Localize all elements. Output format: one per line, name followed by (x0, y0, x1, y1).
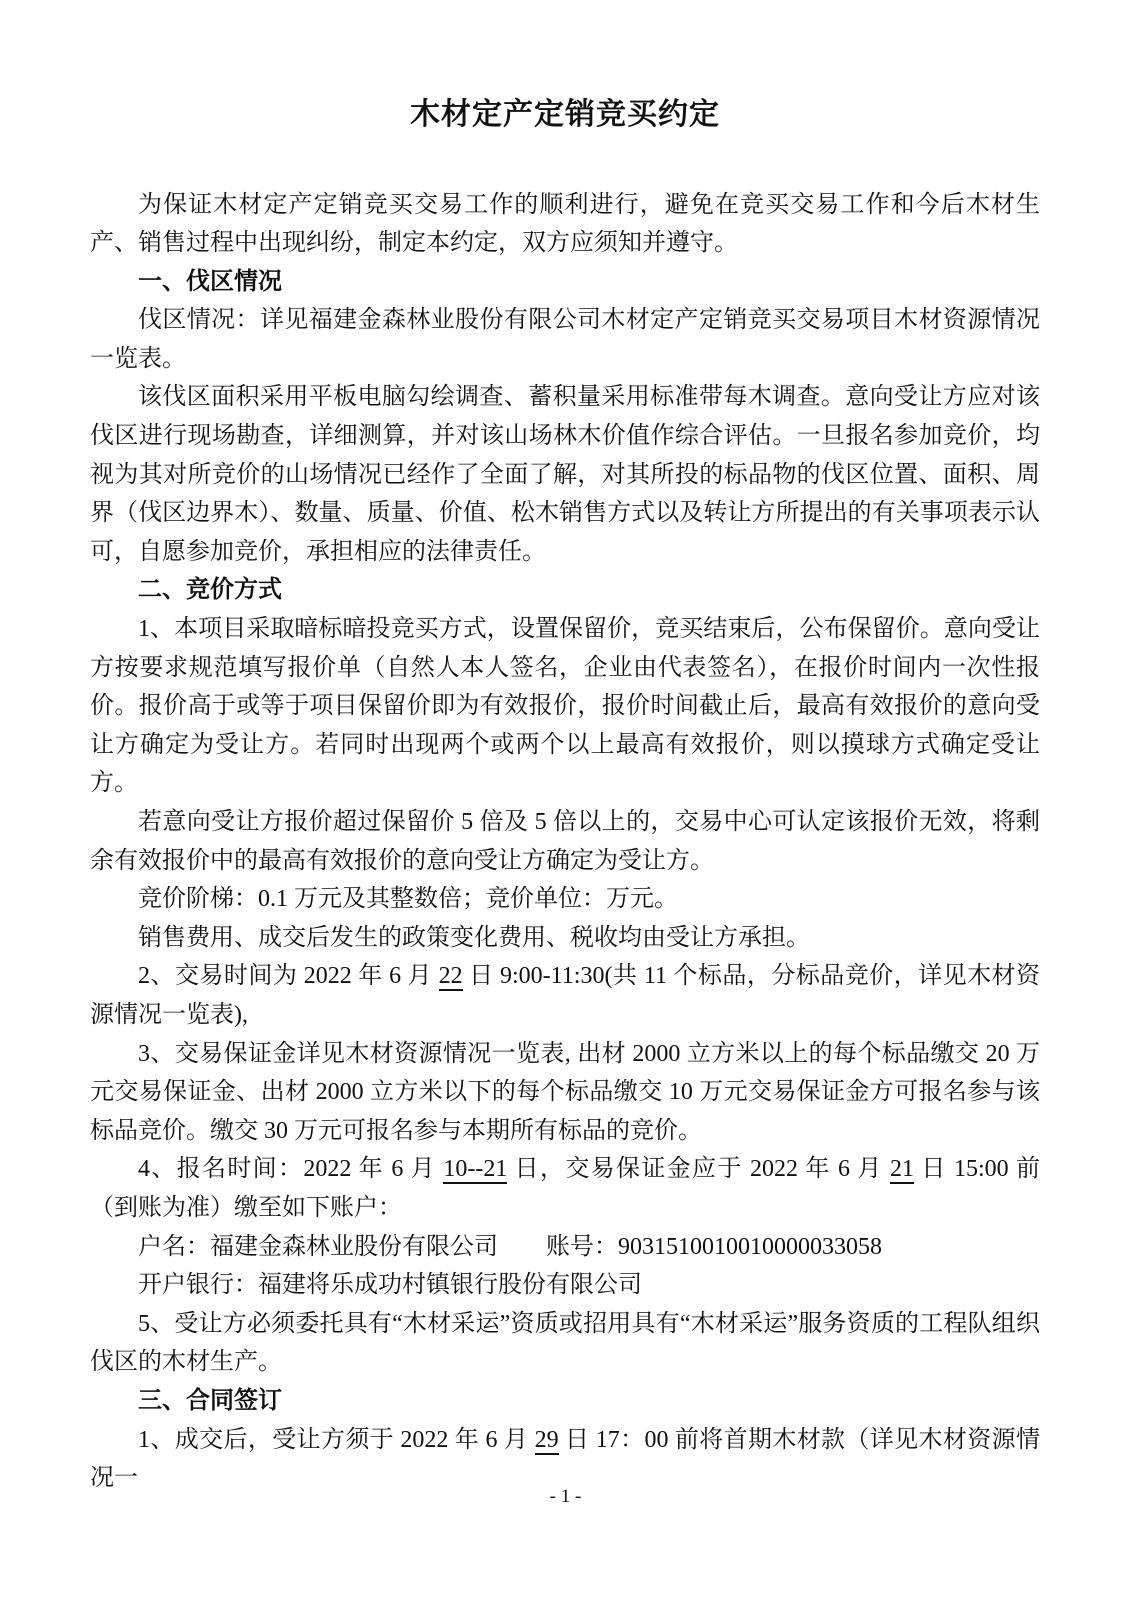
section-heading (90, 571, 1040, 610)
section-heading (90, 263, 1040, 302)
text-segment: 5、受让方必须委托具有“木材采运”资质或招用具有“木材采运”服务资质的工程队组织伐区的木材生产。 (90, 1310, 1040, 1376)
text-segment: 伐区情况：详见福建金森林业股份有限公司木材定产定销竞买交易项目木材资源情况一览表。 (90, 307, 1040, 372)
text-segment: 户名：福建金森林业股份有限公司 账号：9031510010010000033058 (138, 1233, 882, 1260)
document-body (90, 186, 1040, 1498)
text-segment: 4、报名时间：2022 年 6 月 (138, 1156, 444, 1183)
text-segment: 销售费用、成交后发生的政策变化费用、税收均由受让方承担。 (138, 924, 810, 951)
paragraph (90, 378, 1040, 571)
text-segment: 2、交易时间为 2022 年 6 月 (138, 963, 439, 990)
text-segment: 日 9:00-11:30(共 11 个标品，分标品竞价，详见木材资源情况一览表), (90, 963, 1041, 1028)
paragraph (90, 1228, 1040, 1267)
text-segment: 开户银行：福建将乐成功村镇银行股份有限公司 (138, 1272, 642, 1299)
paragraph (90, 186, 1040, 263)
text-segment: 日 15:00 前（到账为准）缴至如下账户： (90, 1156, 1041, 1221)
underlined-text-segment: 22 (438, 963, 463, 990)
page-number: - 1 - (549, 1486, 582, 1507)
paragraph (90, 880, 1040, 919)
text-segment: 二、竞价方式 (138, 576, 282, 604)
text-segment: 三、合同签订 (138, 1386, 282, 1414)
text-segment: 该伐区面积采用平板电脑勾绘调查、蓄积量采用标准带每木调查。意向受让方应对该伐区进行现场勘查，详细测算，并对该山场林木价值作综合评估。一旦报名参加竞价，均视为其对所竞价的山场情况已经作了全面了解，对其所投的标品物的伐区位置、面积、周界（伐区边界木）、数量、质量、价值、松木销售方式以及转让方所提出的有关事项表示认可，自愿参加竞价，承担相应的法律责任。 (90, 384, 1040, 565)
paragraph (90, 803, 1040, 880)
paragraph (90, 957, 1040, 1034)
paragraph (90, 1150, 1040, 1227)
section-heading (90, 1382, 1040, 1421)
text-segment: 1、成交后，受让方须于 2022 年 6 月 (138, 1426, 535, 1453)
paragraph (90, 301, 1040, 378)
underlined-text-segment: 10--21 (443, 1156, 508, 1183)
document-title: 木材定产定销竞买约定 (410, 98, 720, 131)
paragraph (90, 610, 1040, 803)
text-segment: 竞价阶梯：0.1 万元及其整数倍；竞价单位：万元。 (138, 886, 678, 913)
underlined-text-segment: 21 (890, 1156, 914, 1183)
paragraph (90, 1305, 1040, 1382)
text-segment: 1、本项目采取暗标暗投竞买方式，设置保留价，竞买结束后，公布保留价。意向受让方按要求规范填写报价单（自然人本人签名，企业由代表签名），在报价时间内一次性报价。报价高于或等于项目保留价即为有效报价，报价时间截止后，最高有效报价的意向受让方确定为受让方。若同时出现两个或两个以上最高有效报价，则以摸球方式确定受让方。 (90, 616, 1040, 797)
text-segment: 为保证木材定产定销竞买交易工作的顺利进行，避免在竞买交易工作和今后木材生产、销售过程中出现纠纷，制定本约定，双方应须知并遵守。 (90, 191, 1040, 257)
text-segment: 3、交易保证金详见木材资源情况一览表, 出材 2000 立方米以上的每个标品缴交 20 万元交易保证金、出材 2000 立方米以下的每个标品缴交 10 万元交易保证金方可报名参与该标品竞价。缴交 30 万元可报名参与本期所有标品的竞价。 (90, 1040, 1040, 1144)
paragraph (90, 1035, 1040, 1151)
text-segment: 一、伐区情况 (138, 267, 282, 295)
paragraph (90, 1266, 1040, 1305)
text-segment: 若意向受让方报价超过保留价 5 倍及 5 倍以上的，交易中心可认定该报价无效，将剩余有效报价中的最高有效报价的意向受让方确定为受让方。 (90, 809, 1040, 874)
underlined-text-segment: 29 (534, 1426, 559, 1453)
paragraph (90, 919, 1040, 958)
text-segment: 日，交易保证金应于 2022 年 6 月 (507, 1156, 890, 1183)
text-segment: 日 17：00 前将首期木材款（详见木材资源情况一 (90, 1426, 1041, 1492)
